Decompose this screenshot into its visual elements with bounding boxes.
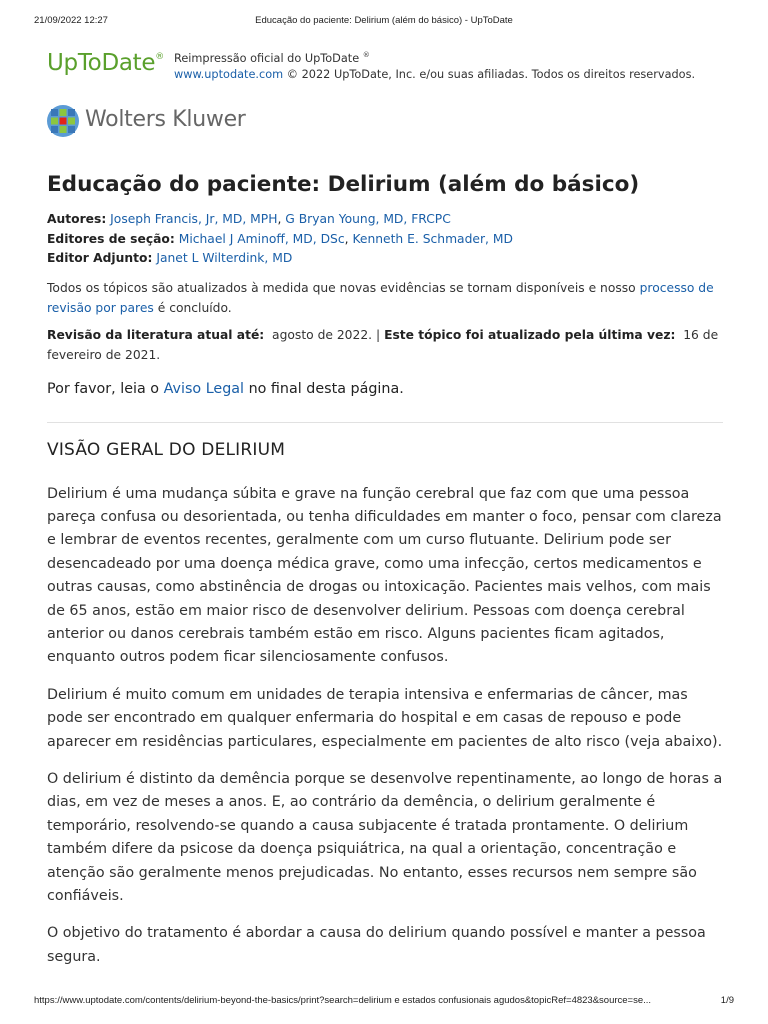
page-number: 1/9 <box>720 995 734 1006</box>
section-editors-label: Editores de seção: <box>47 231 175 246</box>
section-editors-row: Editores de seção: Michael J Aminoff, MD, DSc, Kenneth E. Schmader, MD <box>47 231 513 246</box>
uptodate-logo: UpToDate® <box>47 50 164 76</box>
section-editor-link[interactable]: Kenneth E. Schmader, MD <box>352 231 513 246</box>
brand-header <box>47 50 727 90</box>
review-separator: | <box>375 327 381 342</box>
review-value: agosto de 2022. <box>272 327 373 342</box>
authors-label: Autores: <box>47 212 107 226</box>
body-paragraph: Delirium é muito comum em unidades de terapia intensiva e enfermarias de câncer, mas pode ser encontrado em qualquer enfermaria do hospital e em casas de repouso e pode aparecer em residências particulares, especialmente em pacientes de alto risco (veja abaixo). <box>47 686 723 750</box>
print-page-title: Educação do paciente: Delirium (além do básico) - UpToDate <box>255 15 513 26</box>
article <box>47 170 723 969</box>
publisher-name: Wolters Kluwer <box>85 107 246 132</box>
disclaimer-link[interactable]: Aviso Legal <box>163 380 245 397</box>
print-timestamp: 21/09/2022 12:27 <box>34 15 108 26</box>
print-header <box>0 15 768 31</box>
author-link[interactable]: Joseph Francis, Jr, MD, MPH <box>110 212 278 226</box>
update-note: Todos os tópicos são atualizados à medida que novas evidências se tornam disponíveis e nosso processo de revisão por pares é concluído. <box>47 280 714 315</box>
body-paragraph: O delirium é distinto da demência porque se desenvolve repentinamente, ao longo de horas a dias, em vez de meses a anos. E, ao contrário da demência, o delirium geralmente é temporário, resolvendo-se quando a causa subjacente é tratada prontamente. O delirium também difere da psicose da doença psiquiátrica, na qual a orientação, concentração e atenção são geralmente menos prejudicadas. No entanto, esses recursos nem sempre são confiáveis. <box>47 770 723 904</box>
updated-label: Este tópico foi atualizado pela última vez: <box>384 327 676 342</box>
reprint-notice: Reimpressão oficial do UpToDate ® <box>174 51 370 65</box>
deputy-editor-row <box>47 249 723 269</box>
deputy-editor-label: Editor Adjunto: <box>47 251 153 265</box>
updated-value: 16 de fevereiro de 2021. <box>47 327 719 362</box>
section-editor-link[interactable]: Michael J Aminoff, MD, DSc <box>178 231 345 246</box>
article-title: Educação do paciente: Delirium (além do básico) <box>47 172 640 197</box>
body-paragraph: Delirium é uma mudança súbita e grave na função cerebral que faz com que uma pessoa pareça confusa ou desorientada, ou tenha dificuldades em manter o foco, pensar com clareza e lembrar de eventos recentes, geralmente com um curso flutuante. Delirium pode ser desencadeado por uma doença médica grave, como uma infecção, certos medicamentos e outras causas, como abstinência de drogas ou intoxicação. Pacientes mais velhos, com mais de 65 anos, estão em maior risco de desenvolver delirium. Pessoas com doença cerebral anterior ou danos cerebrais também estão em risco. Alguns pacientes ficam agitados, enquanto outros podem ficar silenciosamente confusos. <box>47 485 722 666</box>
review-info <box>47 325 723 365</box>
deputy-editor-link[interactable]: Janet L Wilterdink, MD <box>156 251 293 265</box>
copyright-line <box>174 68 695 81</box>
author-link[interactable]: G Bryan Young, MD, FRCPC <box>285 212 451 226</box>
uptodate-site-link[interactable]: www.uptodate.com <box>174 68 284 81</box>
section-heading: VISÃO GERAL DO DELIRIUM <box>47 439 286 460</box>
authors-row: Autores: Joseph Francis, Jr, MD, MPH, G Bryan Young, MD, FRCPC <box>47 212 451 226</box>
disclaimer-notice: Por favor, leia o Aviso Legal no final desta página. <box>47 380 404 397</box>
body-paragraph: O objetivo do tratamento é abordar a causa do delirium quando possível e manter a pessoa segura. <box>47 925 706 965</box>
wolters-kluwer-logo <box>46 104 306 138</box>
print-url: https://www.uptodate.com/contents/delirium-beyond-the-basics/print?search=delirium e estados confusionais agudos&topicRef=4823&source=se... <box>34 995 652 1006</box>
print-footer <box>0 995 768 1011</box>
peer-review-link[interactable]: processo de revisão por pares <box>47 280 714 315</box>
copyright-text: © 2022 UpToDate, Inc. e/ou suas afiliadas. Todos os direitos reservados. <box>286 68 696 81</box>
wolters-kluwer-mark-icon <box>46 104 80 138</box>
review-label: Revisão da literatura atual até: <box>47 327 265 342</box>
divider <box>47 422 723 423</box>
